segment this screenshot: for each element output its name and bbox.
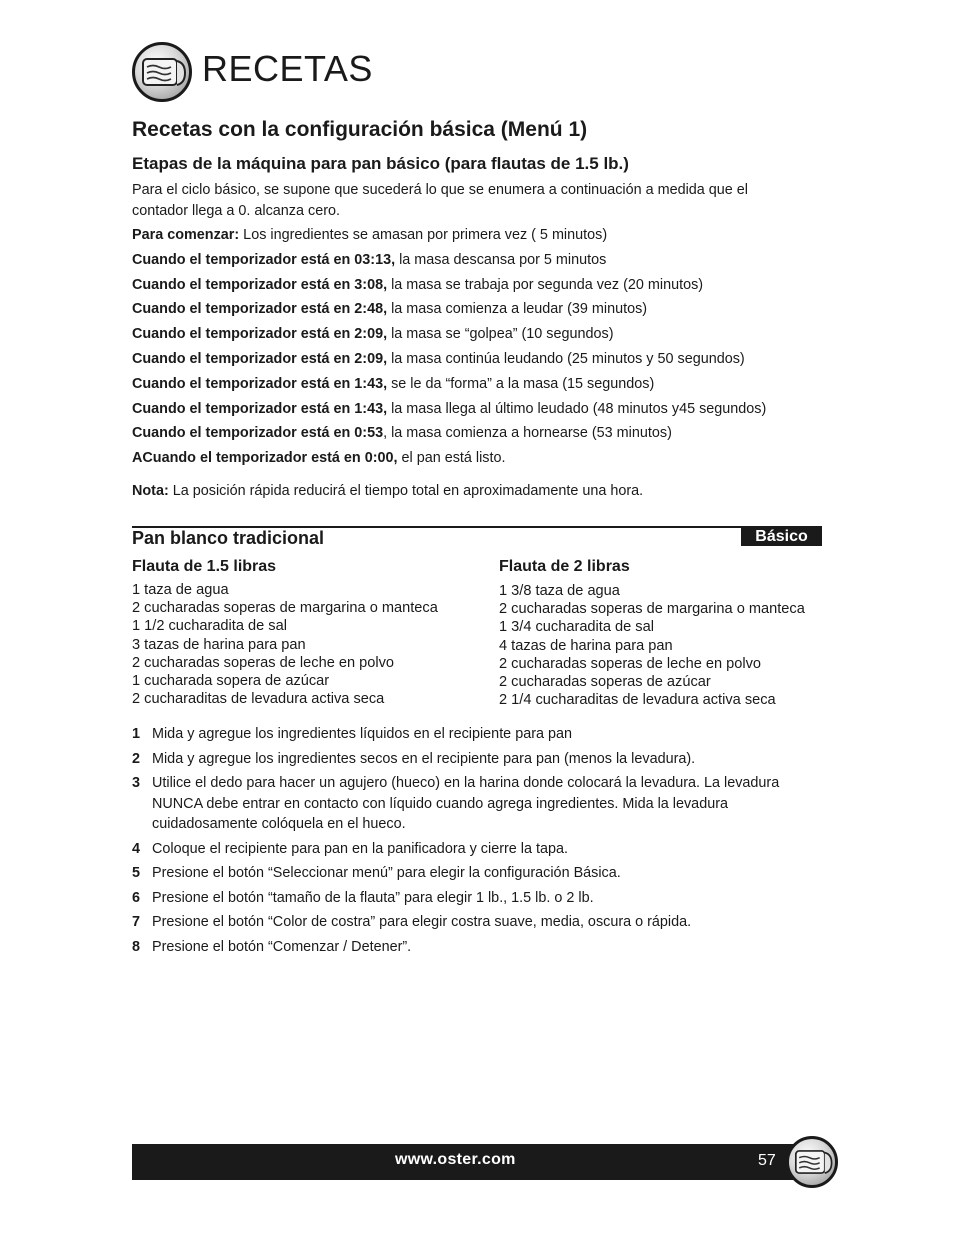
section-title: Recetas con la configuración básica (Menú 1) xyxy=(132,118,588,141)
ingredient-item: 2 cucharadas soperas de margarina o manteca xyxy=(132,600,438,617)
bread-box-icon xyxy=(132,42,192,102)
stage-item: Para comenzar: Los ingredientes se amasan por primera vez ( 5 minutos) xyxy=(132,227,608,243)
ingredients-list-1.5lb xyxy=(132,581,438,708)
stage-item: Cuando el temporizador está en 1:43, la masa llega al último leudado (48 minutos y45 segundos) xyxy=(132,400,767,417)
stage-item: Cuando el temporizador está en 0:53, la masa comienza a hornearse (53 minutos) xyxy=(132,425,672,442)
step-number: 4 xyxy=(132,840,141,857)
ingredient-item: 1 3/4 cucharadita de sal xyxy=(499,619,654,636)
ingredient-item: 2 1/4 cucharaditas de levadura activa seca xyxy=(499,692,776,709)
step-item: 5 Presione el botón “Seleccionar menú” para elegir la configuración Básica. xyxy=(132,863,812,884)
ingredient-item: 3 tazas de harina para pan xyxy=(132,636,306,653)
step-item: 8 Presione el botón “Comenzar / Detener”. xyxy=(132,937,812,958)
step-item: 7 Presione el botón “Color de costra” para elegir costra suave, media, oscura o rápida. xyxy=(132,912,812,933)
step-number: 1 xyxy=(132,726,141,742)
ingredient-item: 1 3/8 taza de agua xyxy=(499,583,620,599)
ingredients-list-2lb xyxy=(499,582,805,709)
stage-item: Cuando el temporizador está en 2:09, la masa se “golpea” (10 segundos) xyxy=(132,326,614,343)
ingredient-item: 1 taza de agua xyxy=(132,582,229,598)
recipe-title: Pan blanco tradicional xyxy=(132,528,325,548)
category-badge: Básico xyxy=(741,528,822,546)
ingredient-item: 2 cucharadas soperas de azúcar xyxy=(499,674,711,691)
col2-title: Flauta de 2 libras xyxy=(499,558,630,575)
page-title: RECETAS xyxy=(202,48,373,89)
step-number: 5 xyxy=(132,865,141,881)
step-number: 7 xyxy=(132,914,141,930)
step-number: 6 xyxy=(132,889,141,906)
stage-item: ACuando el temporizador está en 0:00, el pan está listo. xyxy=(132,450,506,467)
note-text: La posición rápida reducirá el tiempo total en aproximadamente una hora. xyxy=(168,483,644,499)
page-number: 57 xyxy=(758,1152,776,1169)
ingredient-item: 2 cucharaditas de levadura activa seca xyxy=(132,691,385,708)
stage-item: Cuando el temporizador está en 3:08, la masa se trabaja por segunda vez (20 minutos) xyxy=(132,276,704,293)
step-item: 2 Mida y agregue los ingredientes secos en el recipiente para pan (menos la levadura). xyxy=(132,749,812,770)
intro-paragraph: Para el ciclo básico, se supone que sucederá lo que se enumera a continuación a medida que el contador llega a 0. alcanza cero. xyxy=(132,182,749,219)
step-number: 8 xyxy=(132,938,141,955)
steps-list xyxy=(132,724,812,961)
stages-list xyxy=(132,223,766,471)
ingredient-item: 2 cucharadas soperas de leche en polvo xyxy=(132,654,395,671)
section-subtitle: Etapas de la máquina para pan básico (para flautas de 1.5 lb.) xyxy=(132,154,629,173)
stage-item: Cuando el temporizador está en 2:48, la masa comienza a leudar (39 minutos) xyxy=(132,301,648,318)
step-item: 1 Mida y agregue los ingredientes líquidos en el recipiente para pan xyxy=(132,724,812,745)
ingredient-item: 1 cucharada sopera de azúcar xyxy=(132,673,330,690)
ingredient-item: 2 cucharadas soperas de leche en polvo xyxy=(499,655,762,672)
ingredient-item: 4 tazas de harina para pan xyxy=(499,637,673,654)
col1-title: Flauta de 1.5 libras xyxy=(132,558,277,575)
stage-item: Cuando el temporizador está en 03:13, la masa descansa por 5 minutos xyxy=(132,251,607,268)
note xyxy=(132,481,643,502)
bread-box-icon xyxy=(786,1136,838,1188)
step-item: 6 Presione el botón “tamaño de la flauta” para elegir 1 lb., 1.5 lb. o 2 lb. xyxy=(132,888,812,909)
step-item: 4 Coloque el recipiente para pan en la panificadora y cierre la tapa. xyxy=(132,839,812,860)
stage-item: Cuando el temporizador está en 1:43, se le da “forma” a la masa (15 segundos) xyxy=(132,375,655,392)
ingredient-item: 1 1/2 cucharadita de sal xyxy=(132,618,287,635)
website-link[interactable]: www.oster.com xyxy=(395,1151,516,1168)
step-number: 3 xyxy=(132,775,141,791)
note-label: Nota: xyxy=(132,483,169,499)
ingredient-item: 2 cucharadas soperas de margarina o manteca xyxy=(499,601,805,618)
step-item: 3 Utilice el dedo para hacer un agujero (hueco) en la harina donde colocará la levadura. La levadura NUNCA debe entrar en contacto con líquido cuando agrega ingredientes. Mida la levadura cuidadosamente colóquela en el hueco. xyxy=(132,775,780,832)
stage-item: Cuando el temporizador está en 2:09, la masa continúa leudando (25 minutos y 50 segundos) xyxy=(132,350,745,367)
step-number: 2 xyxy=(132,750,141,767)
